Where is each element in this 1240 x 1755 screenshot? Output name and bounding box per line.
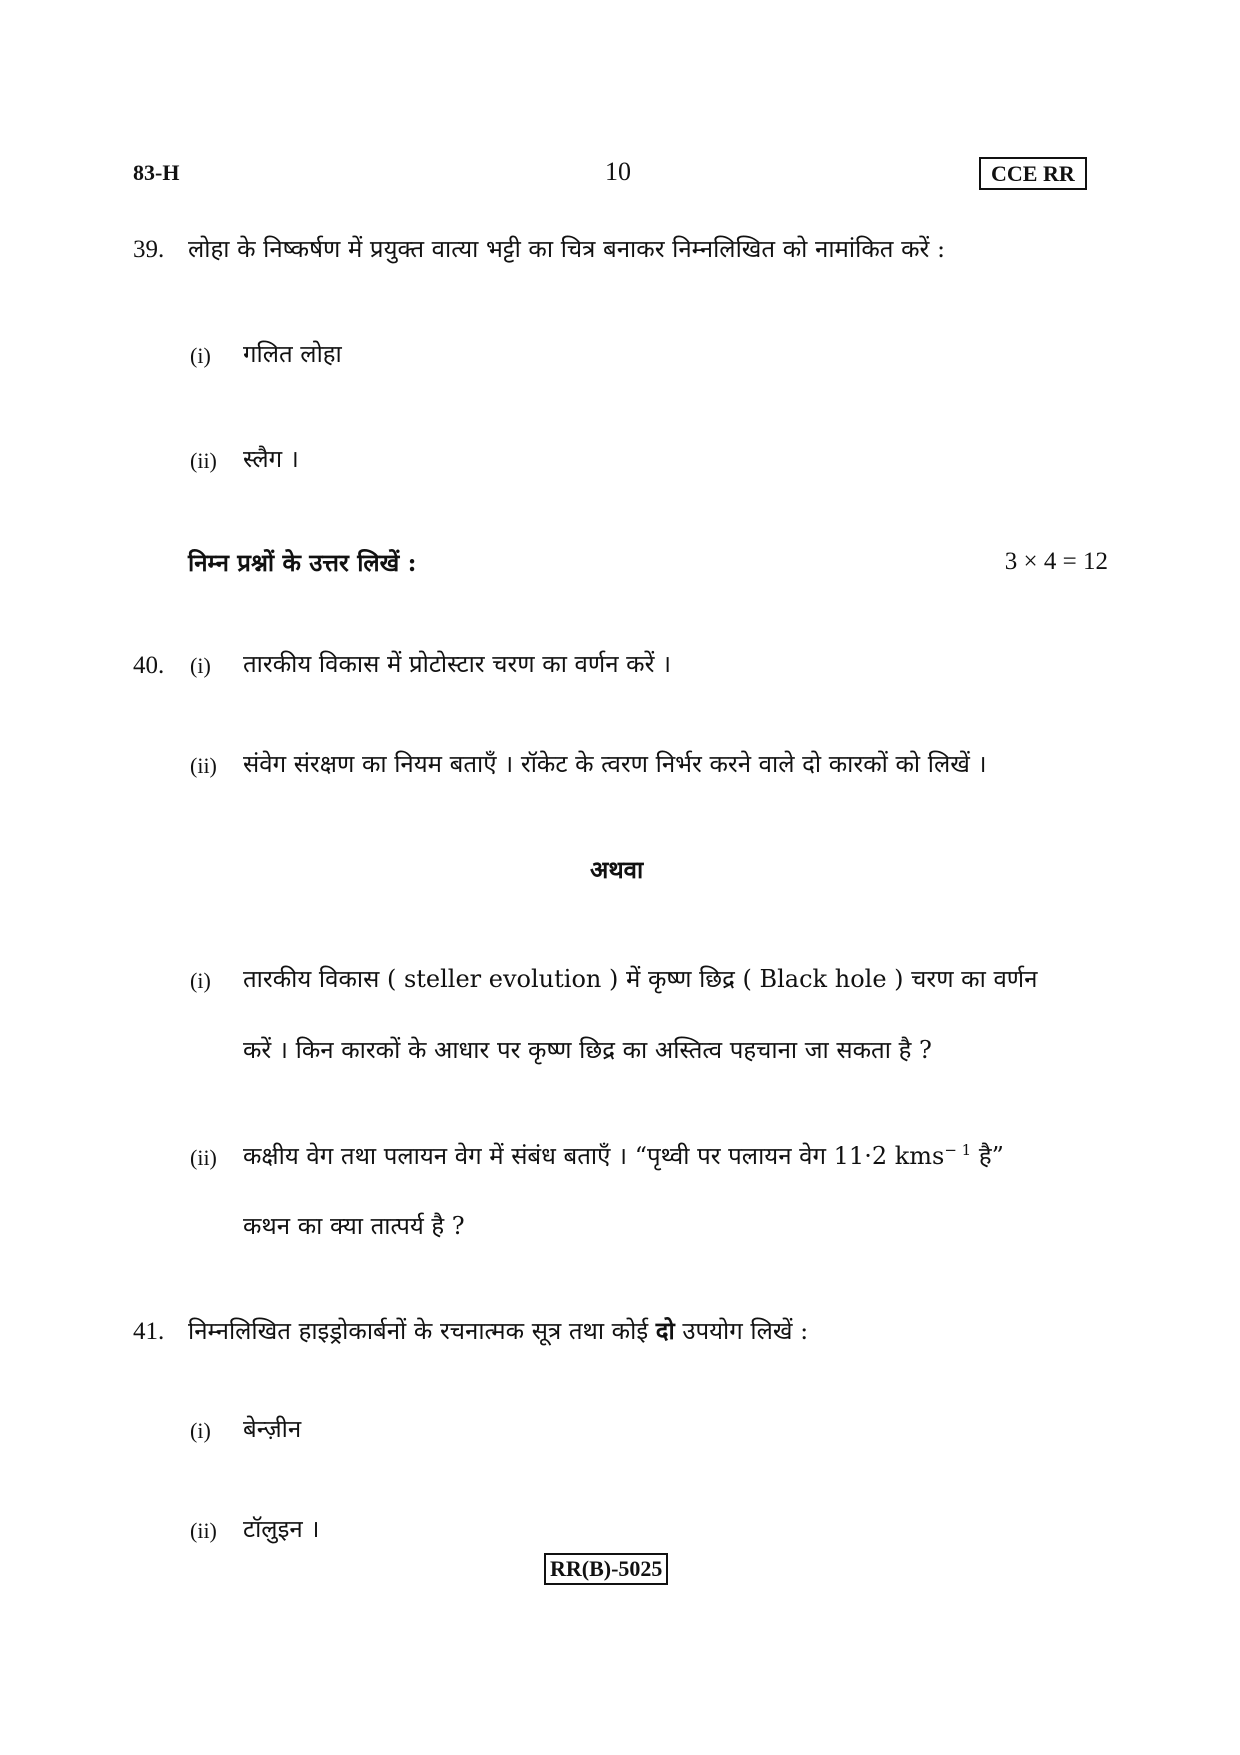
q40-item-1-label: (i) [190, 653, 211, 678]
q40-item-1-text: तारकीय विकास में प्रोटोस्टार चरण का वर्णन करें । [243, 650, 672, 678]
question-41-text-b: उपयोग लिखें : [674, 1317, 809, 1345]
q40-alt-item-1-line2: करें । किन कारकों के आधार पर कृष्ण छिद्र का अस्तित्व पहचाना जा सकता है ? [243, 1036, 932, 1064]
or-separator: अथवा [590, 855, 644, 884]
q41-item-2-label: (ii) [190, 1518, 217, 1543]
q40-alt-item-1-line1: तारकीय विकास ( steller evolution ) में कृष्ण छिद्र ( Black hole ) चरण का वर्णन [243, 965, 1038, 993]
q41-item-1-label: (i) [190, 1418, 211, 1443]
series-badge: CCE RR [979, 157, 1087, 190]
question-41-text [188, 1314, 808, 1347]
q40-alt-item-2-line1 [243, 1139, 1004, 1172]
q41-item-1-text: बेन्ज़ीन [243, 1415, 302, 1443]
page-number: 10 [605, 157, 631, 186]
question-number-40: 40. [133, 652, 165, 679]
footer-code-badge: RR(B)-5025 [544, 1553, 668, 1585]
q40-alt-item-2-line2: कथन का क्या तात्पर्य है ? [243, 1212, 465, 1240]
q40-alt-item-2-line1-end: है” [971, 1142, 1004, 1170]
q39-item-2-text: स्लैग । [243, 445, 299, 473]
question-39-text: लोहा के निष्कर्षण में प्रयुक्त वात्या भट्टी का चित्र बनाकर निम्नलिखित को नामांकित करें : [188, 235, 946, 263]
question-41-emphasis: दो [655, 1316, 675, 1345]
question-number-41: 41. [133, 1318, 165, 1345]
q41-item-2-text: टॉलुइन । [243, 1515, 320, 1543]
q40-item-2-label: (ii) [190, 753, 217, 778]
q40-alt-item-2-line1-main: कक्षीय वेग तथा पलायन वेग में संबंध बताएँ । “पृथ्वी पर पलायन वेग 11·2 kms [243, 1142, 945, 1170]
q39-item-2-label: (ii) [190, 448, 217, 473]
section-instruction: निम्न प्रश्नों के उत्तर लिखें : [188, 548, 417, 577]
q40-alt-item-1-label: (i) [190, 968, 211, 993]
q40-alt-item-2-label: (ii) [190, 1145, 217, 1170]
unit-superscript: − 1 [944, 1141, 972, 1159]
question-41-text-a: निम्नलिखित हाइड्रोकार्बनों के रचनात्मक सूत्र तथा कोई [188, 1317, 656, 1345]
question-number-39: 39. [133, 236, 165, 263]
section-marks: 3 × 4 = 12 [1004, 548, 1108, 575]
q39-item-1-label: (i) [190, 343, 211, 368]
q39-item-1-text: गलित लोहा [243, 340, 342, 368]
q40-item-2-text: संवेग संरक्षण का नियम बताएँ । रॉकेट के त्वरण निर्भर करने वाले दो कारकों को लिखें । [243, 750, 987, 778]
paper-code: 83-H [133, 160, 180, 185]
